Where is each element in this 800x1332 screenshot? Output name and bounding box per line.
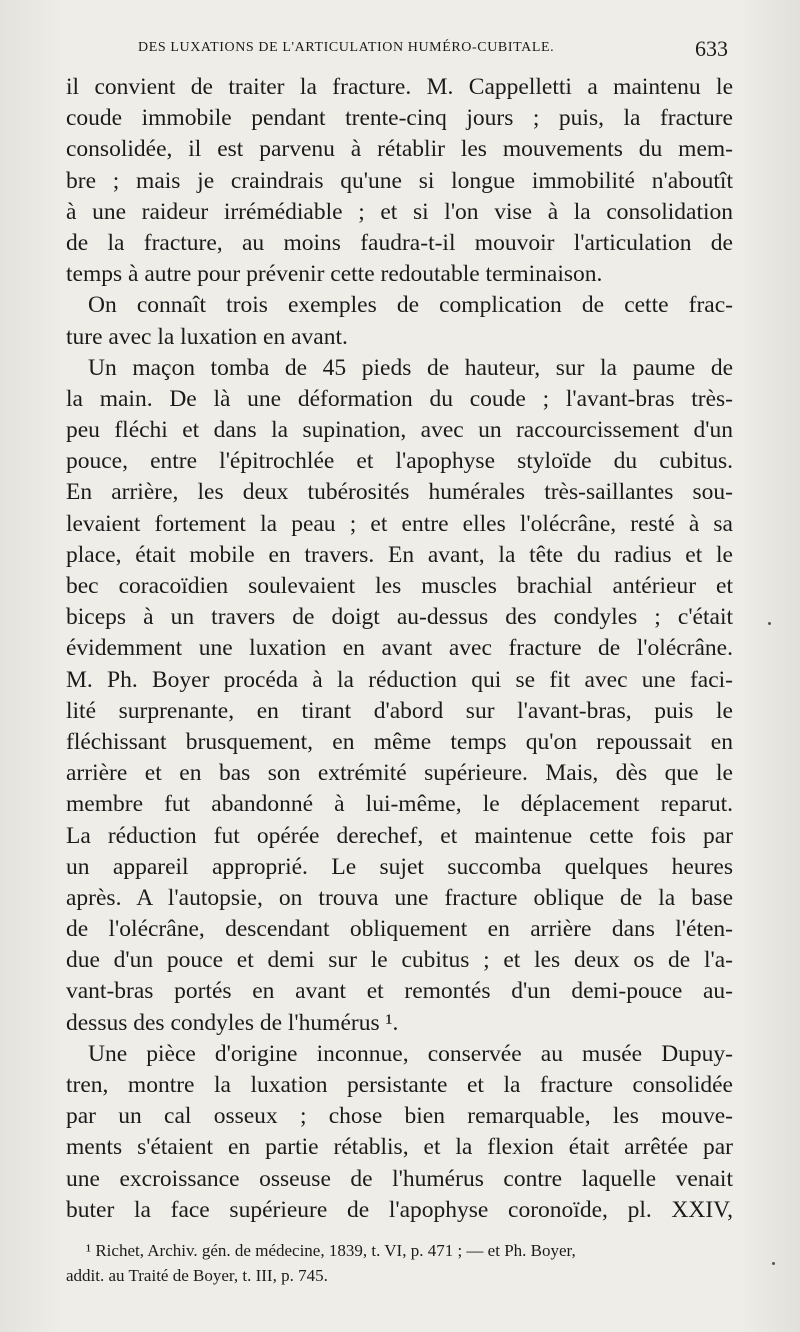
- text-line: La réduction fut opérée derechef, et maintenue cette fois par: [66, 822, 733, 849]
- footnote: [66, 1238, 733, 1288]
- text-line: biceps à un travers de doigt au-dessus des condyles ; c'était: [66, 604, 733, 631]
- footnote-line: ¹ Richet, Archiv. gén. de médecine, 1839, t. VI, p. 471 ; — et Ph. Boyer,: [86, 1241, 576, 1260]
- running-header: [138, 36, 728, 62]
- text-line: En arrière, les deux tubérosités humérales très-saillantes sou-: [66, 479, 733, 506]
- print-speck: [768, 622, 771, 625]
- text-line: arrière et en bas son extrémité supérieure. Mais, dès que le: [66, 760, 733, 787]
- text-line: par un cal osseux ; chose bien remarquable, les mouve-: [66, 1103, 733, 1130]
- text-line: la main. De là une déformation du coude ; l'avant-bras très-: [66, 385, 733, 412]
- text-line: un appareil approprié. Le sujet succomba quelques heures: [66, 853, 733, 880]
- text-line: temps à autre pour prévenir cette redoutable terminaison.: [66, 261, 603, 288]
- running-title: DES LUXATIONS DE L'ARTICULATION HUMÉRO-CUBITALE.: [138, 40, 555, 55]
- text-line: due d'un pouce et demi sur le cubitus ; et les deux os de l'a-: [66, 947, 733, 974]
- text-line: de la fracture, au moins faudra-t-il mouvoir l'articulation de: [66, 229, 733, 256]
- paragraph-start-line: Une pièce d'origine inconnue, conservée au musée Dupuy-: [88, 1040, 733, 1067]
- text-line: coude immobile pendant trente-cinq jours ; puis, la fracture: [66, 105, 733, 132]
- paragraph-start-line: Un maçon tomba de 45 pieds de hauteur, sur la paume de: [88, 354, 733, 381]
- text-line: membre fut abandonné à lui-même, le déplacement reparut.: [66, 791, 733, 818]
- print-speck: [772, 1262, 775, 1265]
- text-line: ments s'étaient en partie rétablis, et la flexion était arrêtée par: [66, 1134, 733, 1161]
- text-line: pouce, entre l'épitrochlée et l'apophyse styloïde du cubitus.: [66, 448, 733, 475]
- paragraph-start-line: On connaît trois exemples de complication de cette frac-: [88, 292, 733, 319]
- text-line: tren, montre la luxation persistante et la fracture consolidée: [66, 1072, 733, 1098]
- text-line: une excroissance osseuse de l'humérus contre laquelle venait: [66, 1165, 733, 1192]
- text-line: M. Ph. Boyer procéda à la réduction qui se fit avec une faci-: [66, 666, 733, 693]
- text-line: de l'olécrâne, descendant obliquement en arrière dans l'éten-: [66, 916, 733, 943]
- text-line: après. A l'autopsie, on trouva une fracture oblique de la base: [66, 884, 733, 911]
- text-line: bre ; mais je craindrais qu'une si longue immobilité n'aboutît: [66, 167, 733, 194]
- text-line: évidemment une luxation en avant avec fracture de l'olécrâne.: [66, 635, 733, 662]
- text-line: levaient fortement la peau ; et entre elles l'olécrâne, resté à sa: [66, 510, 733, 537]
- body-text: [66, 72, 733, 1226]
- text-line: il convient de traiter la fracture. M. Cappelletti a maintenu le: [66, 74, 733, 100]
- text-line: vant-bras portés en avant et remontés d'un demi-pouce au-: [66, 978, 733, 1005]
- text-line: fléchissant brusquement, en même temps qu'on repoussait en: [66, 728, 733, 755]
- text-line: dessus des condyles de l'humérus ¹.: [66, 1009, 399, 1036]
- page-number: 633: [695, 36, 728, 61]
- footnote-line: addit. au Traité de Boyer, t. III, p. 745.: [66, 1266, 328, 1285]
- text-line: place, était mobile en travers. En avant, la tête du radius et le: [66, 541, 733, 568]
- text-line: consolidée, il est parvenu à rétablir les mouvements du mem-: [66, 136, 733, 163]
- text-line: buter la face supérieure de l'apophyse coronoïde, pl. XXIV,: [66, 1196, 733, 1223]
- text-line: à une raideur irrémédiable ; et si l'on vise à la consolidation: [66, 198, 733, 225]
- text-line: ture avec la luxation en avant.: [66, 323, 348, 350]
- text-line: lité surprenante, en tirant d'abord sur l'avant-bras, puis le: [66, 697, 733, 724]
- text-line: bec coracoïdien soulevaient les muscles brachial antérieur et: [66, 573, 733, 599]
- text-line: peu fléchi et dans la supination, avec un raccourcissement d'un: [66, 417, 733, 444]
